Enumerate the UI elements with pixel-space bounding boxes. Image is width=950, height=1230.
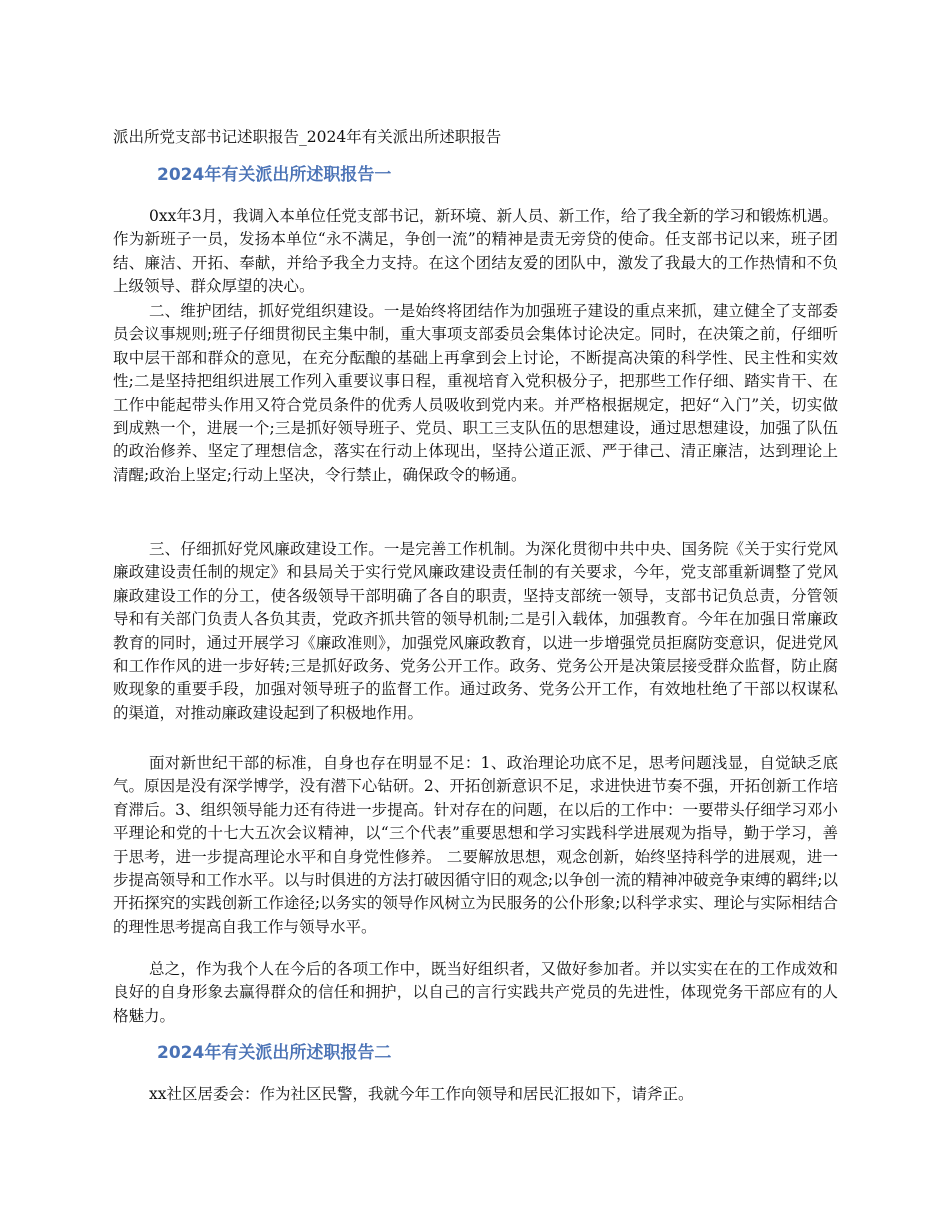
paragraph-2: 二、维护团结，抓好党组织建设。一是始终将团结作为加强班子建设的重点来抓，建立健全了支部委员会议事规则;班子仔细贯彻民主集中制，重大事项支部委员会集体讨论决定。同时，在决策之前，仔细听取中层干部和群众的意见，在充分酝酿的基础上再拿到会上讨论，不断提高决策的科学性、民主性和实效性;二是坚持把组织进展工作列入重要议事日程，重视培育入党积极分子，把那些工作仔细、踏实肯干、在工作中能起带头作用又符合党员条件的优秀人员吸收到党内来。并严格根据规定，把好“入门”关，切实做到成熟一个，进展一个;三是抓好领导班子、党员、职工三支队伍的思想建设，通过思想建设，加强了队伍的政治修养、坚定了理想信念，落实在行动上体现出，坚持公道正派、严于律己、清正廉洁，达到理论上清醒;政治上坚定;行动上坚决，令行禁止，确保政令的畅通。 <box>113 302 838 484</box>
paragraph-5: 总之，作为我个人在今后的各项工作中，既当好组织者，又做好参加者。并以实实在在的工作成效和良好的自身形象去赢得群众的信任和拥护，以自己的言行实践共产党员的先进性，体现党务干部应有的人格魅力。 <box>113 960 838 1025</box>
paragraph-3: 三、仔细抓好党风廉政建设工作。一是完善工作机制。为深化贯彻中共中央、国务院《关于实行党风廉政建设责任制的规定》和县局关于实行党风廉政建设责任制的有关要求，今年，党支部重新调整了党风廉政建设工作的分工，使各级领导干部明确了各自的职责，坚持支部统一领导，支部书记负总责，分管领导和有关部门负责人各负其责，党政齐抓共管的领导机制;二是引入载体，加强教育。今年在加强日常廉政教育的同时，通过开展学习《廉政准则》，加强党风廉政教育，以进一步增强党员拒腐防变意识，促进党风和工作作风的进一步好转;三是抓好政务、党务公开工作。政务、党务公开是决策层接受群众监督，防止腐败现象的重要手段，加强对领导班子的监督工作。通过政务、党务公开工作，有效地杜绝了干部以权谋私的渠道，对推动廉政建设起到了积极地作用。 <box>113 540 838 722</box>
section-heading-2: 2024年有关派出所述职报告二 <box>157 1043 392 1063</box>
document-title: 派出所党支部书记述职报告_2024年有关派出所述职报告 <box>113 128 502 146</box>
section-heading-1: 2024年有关派出所述职报告一 <box>157 165 392 185</box>
paragraph-4: 面对新世纪干部的标准，自身也存在明显不足：1、政治理论功底不足，思考问题浅显，自觉缺乏底气。原因是没有深学博学，没有潜下心钻研。2、开拓创新意识不足，求进快进节奏不强，开拓创新工作培育滞后。3、组织领导能力还有待进一步提高。针对存在的问题，在以后的工作中：一要带头仔细学习邓小平理论和党的十七大五次会议精神，以“三个代表”重要思想和学习实践科学进展观为指导，勤于学习，善于思考，进一步提高理论水平和自身党性修养。 二要解放思想，观念创新，始终坚持科学的进展观，进一步提高领导和工作水平。以与时俱进的方法打破因循守旧的观念;以争创一流的精神冲破竞争束缚的羁绊;以开拓探究的实践创新工作途径;以务实的领导作风树立为民服务的公仆形象;以科学求实、理论与实际相结合的理性思考提高自我工作与领导水平。 <box>113 754 838 936</box>
paragraph-1: 0xx年3月，我调入本单位任党支部书记，新环境、新人员、新工作，给了我全新的学习和锻炼机遇。作为新班子一员，发扬本单位“永不满足，争创一流”的精神是责无旁贷的使命。任支部书记以来，班子团结、廉洁、开拓、奉献，并给予我全力支持。在这个团结友爱的团队中，激发了我最大的工作热情和不负上级领导、群众厚望的决心。 <box>113 207 838 296</box>
paragraph-6: xx社区居委会：作为社区民警，我就今年工作向领导和居民汇报如下，请斧正。 <box>149 1085 694 1103</box>
